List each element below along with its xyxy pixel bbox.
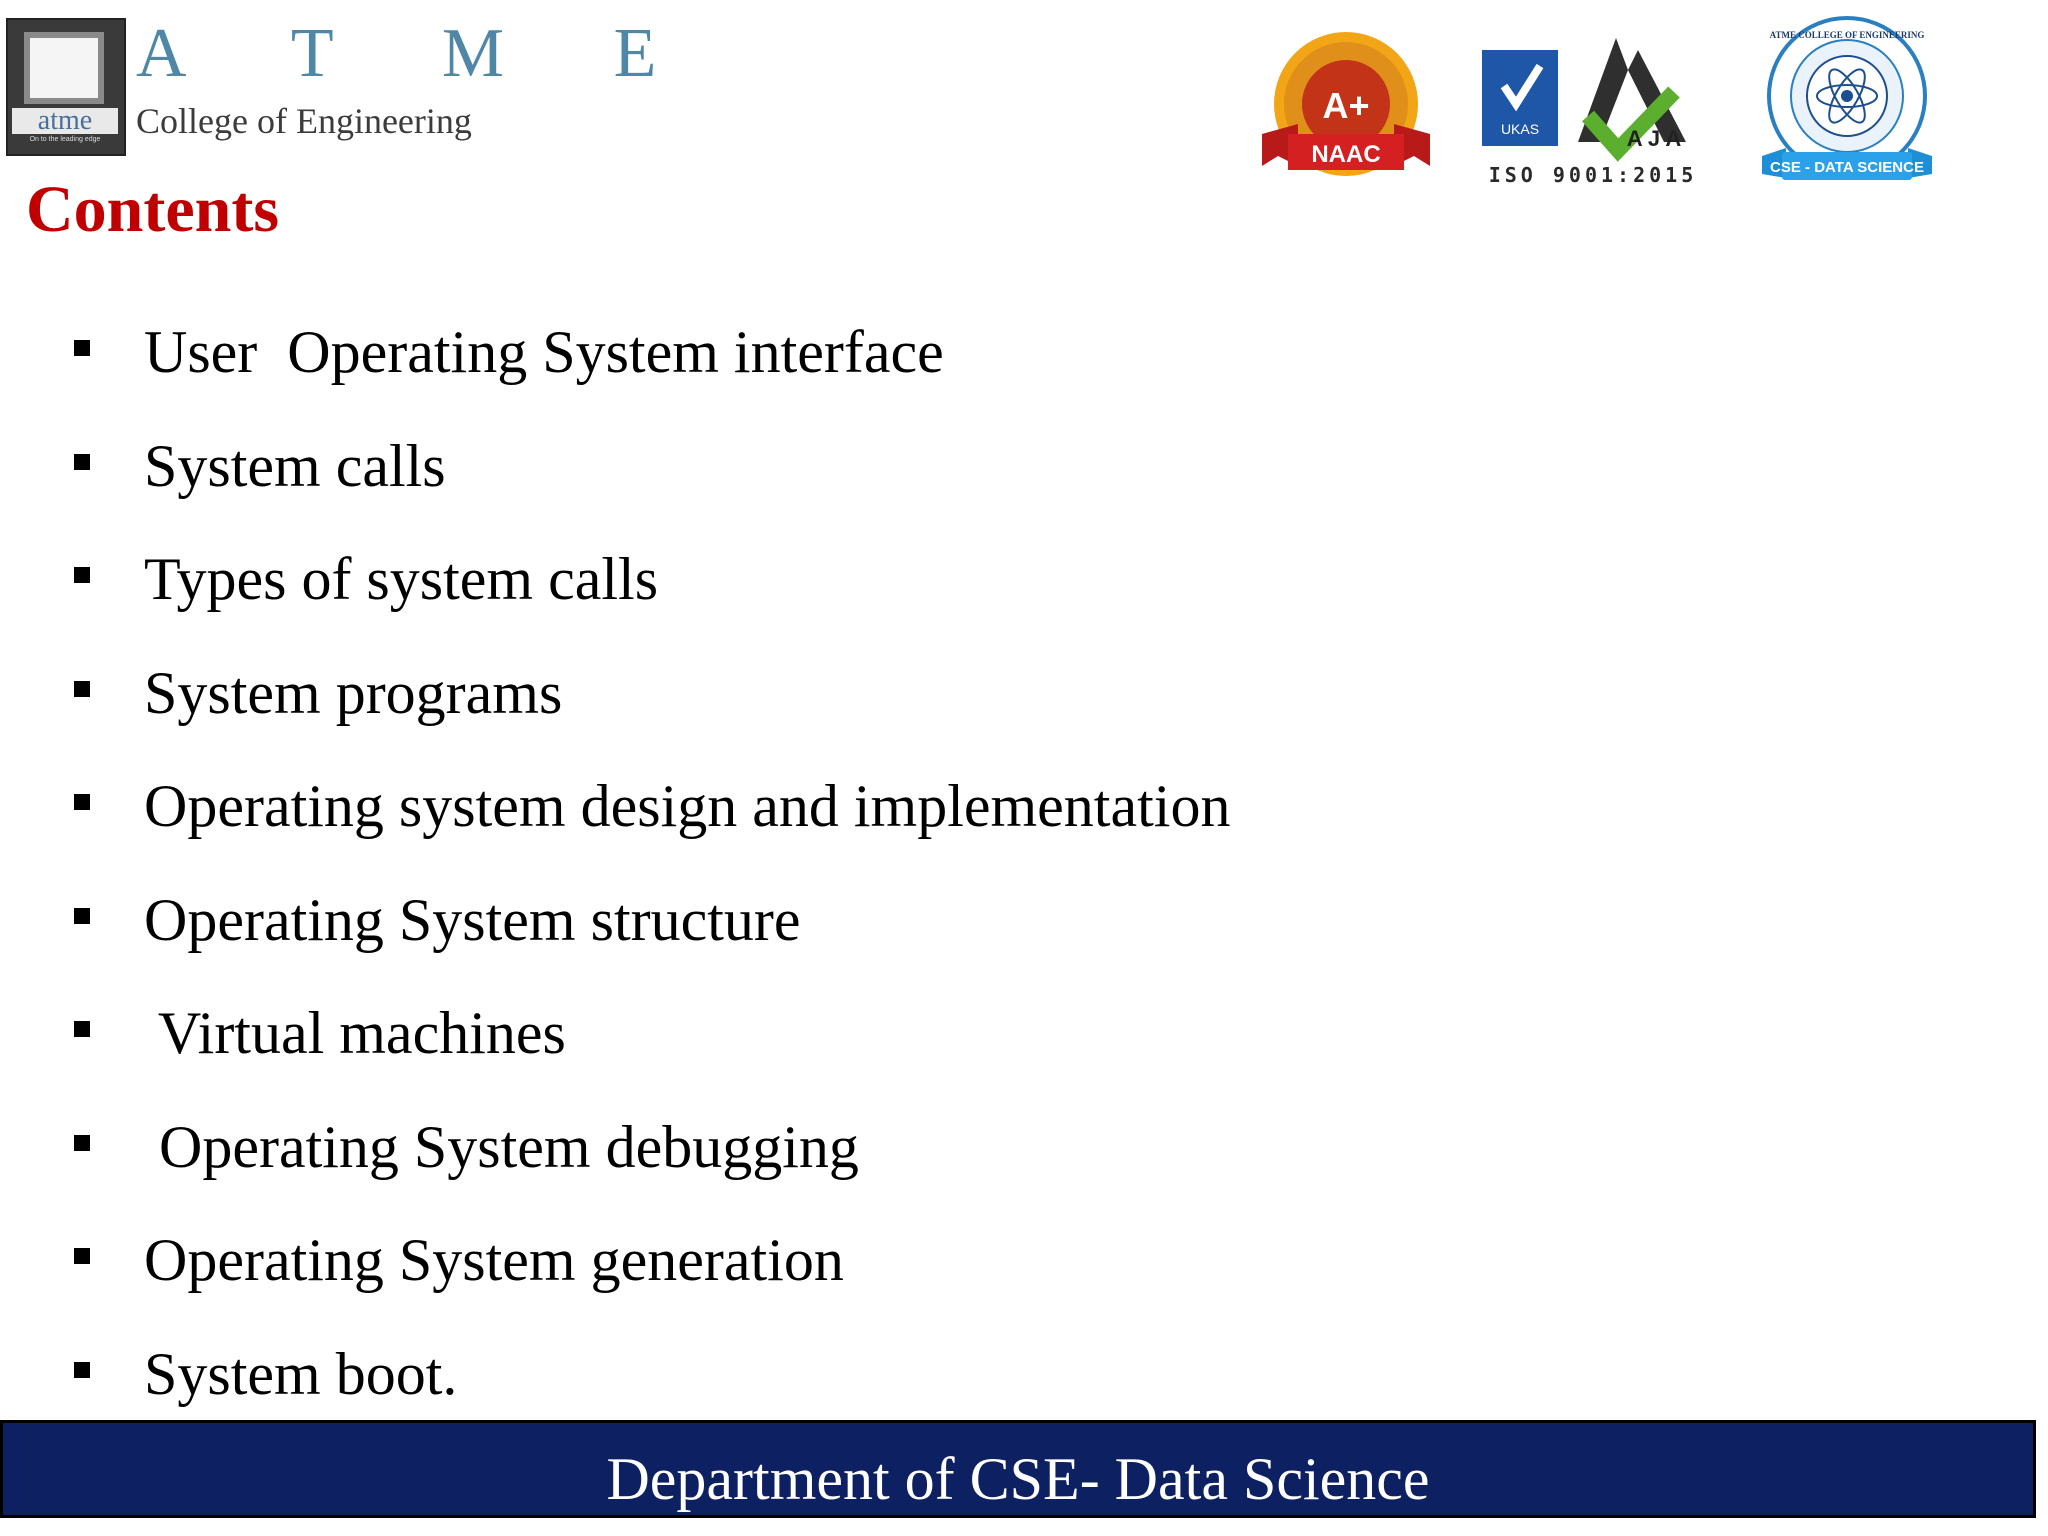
list-item-text: Operating System debugging: [144, 1114, 859, 1180]
logo-tagline: On to the leading edge: [29, 136, 101, 143]
logo-mark: [6, 18, 126, 156]
list-item-text: Virtual machines: [144, 1000, 566, 1066]
naac-badge: [1258, 28, 1434, 188]
square-bullet-icon: [74, 567, 90, 583]
logo-square-icon: [24, 32, 104, 104]
list-item: [0, 886, 1500, 986]
square-bullet-icon: [74, 1021, 90, 1037]
list-item: [0, 999, 1500, 1099]
department-seal: [1756, 16, 1938, 188]
list-item-text: Operating System generation: [144, 1227, 844, 1293]
square-bullet-icon: [74, 1362, 90, 1378]
list-item: [0, 545, 1500, 645]
square-bullet-icon: [74, 1135, 90, 1151]
list-item: [0, 1226, 1500, 1326]
square-bullet-icon: [74, 794, 90, 810]
list-item-text: Operating System structure: [144, 887, 801, 953]
college-logo: [6, 15, 703, 158]
square-bullet-icon: [74, 908, 90, 924]
iso-certification: [1468, 30, 1718, 190]
list-item: [0, 318, 1500, 418]
logo-mark-text: atme: [12, 108, 118, 134]
ukas-label: UKAS: [1500, 121, 1540, 137]
footer-bar: [0, 1420, 2036, 1518]
naac-seal-icon: [1258, 28, 1434, 188]
list-item: [0, 772, 1500, 872]
list-item-text: System programs: [144, 660, 563, 726]
square-bullet-icon: [74, 340, 90, 356]
list-item: [0, 1113, 1500, 1213]
list-item-text: System boot.: [144, 1341, 458, 1407]
naac-label: NAAC: [1311, 141, 1381, 168]
list-item: [0, 659, 1500, 759]
logo-subtitle: College of Engineering: [136, 101, 472, 141]
slide-title: Contents: [26, 173, 280, 246]
list-item-text: Types of system calls: [144, 546, 659, 612]
list-item-text: User Operating System interface: [144, 319, 944, 385]
aja-label: A J A: [1626, 126, 1682, 151]
iso-standard: ISO 9001:2015: [1488, 163, 1698, 187]
naac-grade: A+: [1322, 85, 1370, 126]
seal-ring-text: ATME COLLEGE OF ENGINEERING: [1769, 30, 1925, 40]
square-bullet-icon: [74, 681, 90, 697]
square-bullet-icon: [74, 1248, 90, 1264]
ukas-aja-icon: [1468, 30, 1718, 190]
seal-banner: CSE - DATA SCIENCE: [1770, 159, 1924, 176]
list-item-text: System calls: [144, 433, 446, 499]
square-bullet-icon: [74, 454, 90, 470]
footer-text: Department of CSE- Data Science: [606, 1446, 1430, 1512]
logo-title: A T M E: [136, 15, 703, 92]
list-item-text: Operating system design and implementation: [144, 773, 1231, 839]
list-item: [0, 432, 1500, 532]
atom-seal-icon: [1756, 16, 1938, 188]
